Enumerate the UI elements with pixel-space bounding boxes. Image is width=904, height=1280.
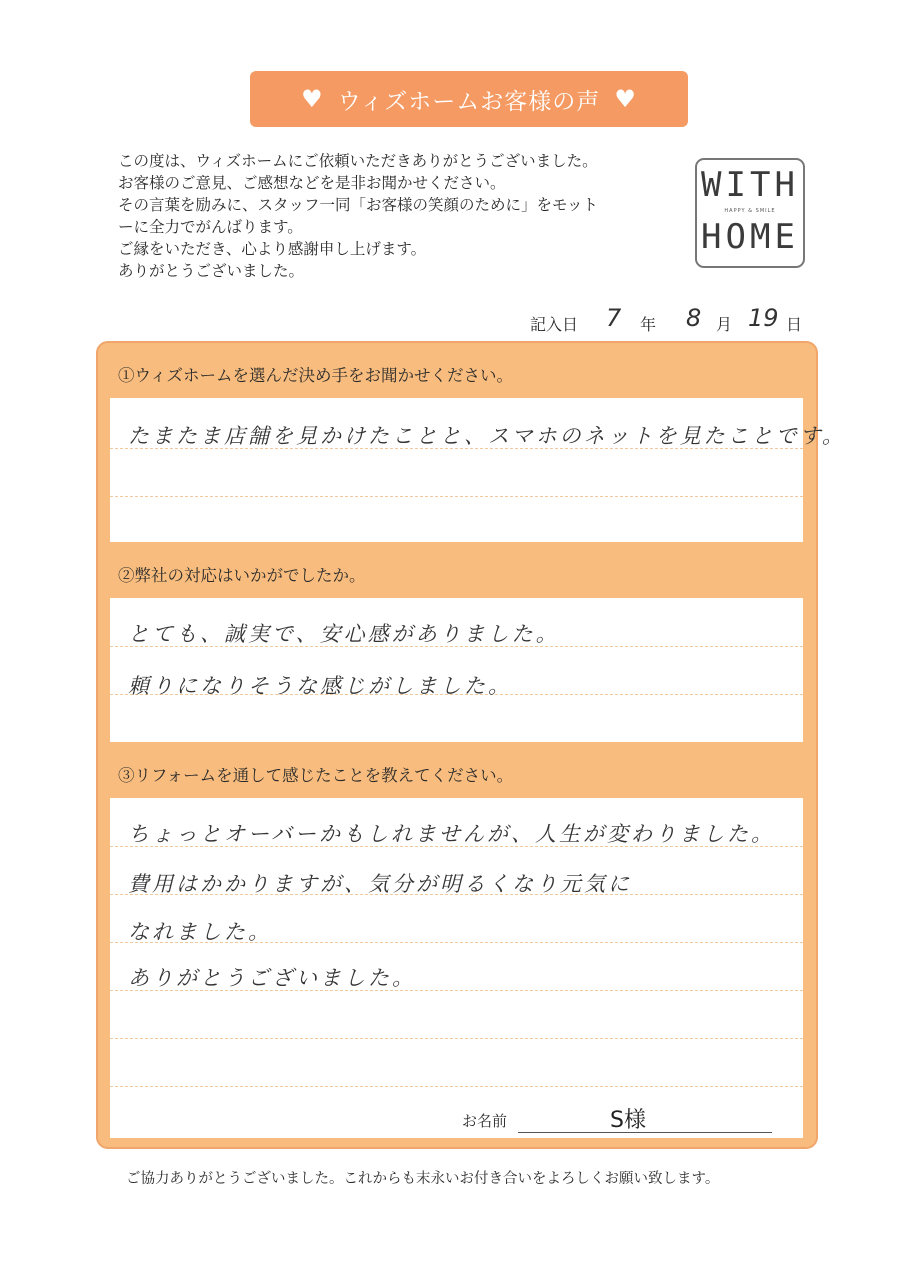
intro-line: その言葉を励みに、スタッフ一同「お客様の笑顔のために」をモット xyxy=(118,196,599,214)
question-3-heading: ③リフォームを通して感じたことを教えてください。 xyxy=(118,766,514,785)
date-day-unit: 日 xyxy=(786,315,803,334)
date-month-unit: 月 xyxy=(716,315,733,334)
date-year: 7 xyxy=(606,304,622,332)
answer-2-line: とても、誠実で、安心感がありました。 xyxy=(128,622,560,646)
intro-line: ご縁をいただき、心より感謝申し上げます。 xyxy=(118,240,427,258)
intro-line: この度は、ウィズホームにご依頼いただきありがとうございました。 xyxy=(118,152,598,170)
logo-word-home: HOME xyxy=(701,217,799,257)
date-month: 8 xyxy=(686,304,702,332)
date-label: 記入日 xyxy=(530,315,579,334)
answer-2-line: 頼りになりそうな感じがしました。 xyxy=(128,674,512,698)
logo-word-with: WITH xyxy=(701,165,799,205)
with-home-logo xyxy=(695,158,805,268)
date-year-unit: 年 xyxy=(640,315,657,334)
answer-3-line: なれました。 xyxy=(128,920,272,944)
footer-text: ご協力ありがとうございました。これからも末永いお付き合いをよろしくお願い致します。 xyxy=(126,1171,720,1187)
date-day: 19 xyxy=(748,304,779,332)
title-banner xyxy=(250,71,688,127)
question-1-heading: ①ウィズホームを選んだ決め手をお聞かせください。 xyxy=(118,366,514,385)
logo-tagline: HAPPY & SMILE xyxy=(724,208,776,214)
answer-3-line: ちょっとオーバーかもしれませんが、人生が変わりました。 xyxy=(128,822,775,846)
heart-icon: ♥ xyxy=(301,85,324,113)
entry-date xyxy=(530,306,810,336)
name-value: S様 xyxy=(610,1108,646,1133)
name-label: お名前 xyxy=(462,1112,508,1130)
question-2-heading: ②弊社の対応はいかがでしたか。 xyxy=(118,566,366,585)
answer-3-line: 費用はかかりますが、気分が明るくなり元気に xyxy=(128,872,632,896)
heart-icon: ♥ xyxy=(614,85,637,113)
intro-line: ありがとうございました。 xyxy=(118,262,305,280)
answer-1-line: たまたま店舗を見かけたことと、スマホのネットを見たことです。 xyxy=(128,424,846,448)
intro-line: お客様のご意見、ご感想などを是非お聞かせください。 xyxy=(118,174,506,192)
intro-text xyxy=(118,150,678,282)
banner-title: ウィズホームお客様の声 xyxy=(337,88,601,115)
intro-line: ーに全力でがんばります。 xyxy=(118,218,303,236)
answer-3-line: ありがとうございました。 xyxy=(128,966,416,990)
